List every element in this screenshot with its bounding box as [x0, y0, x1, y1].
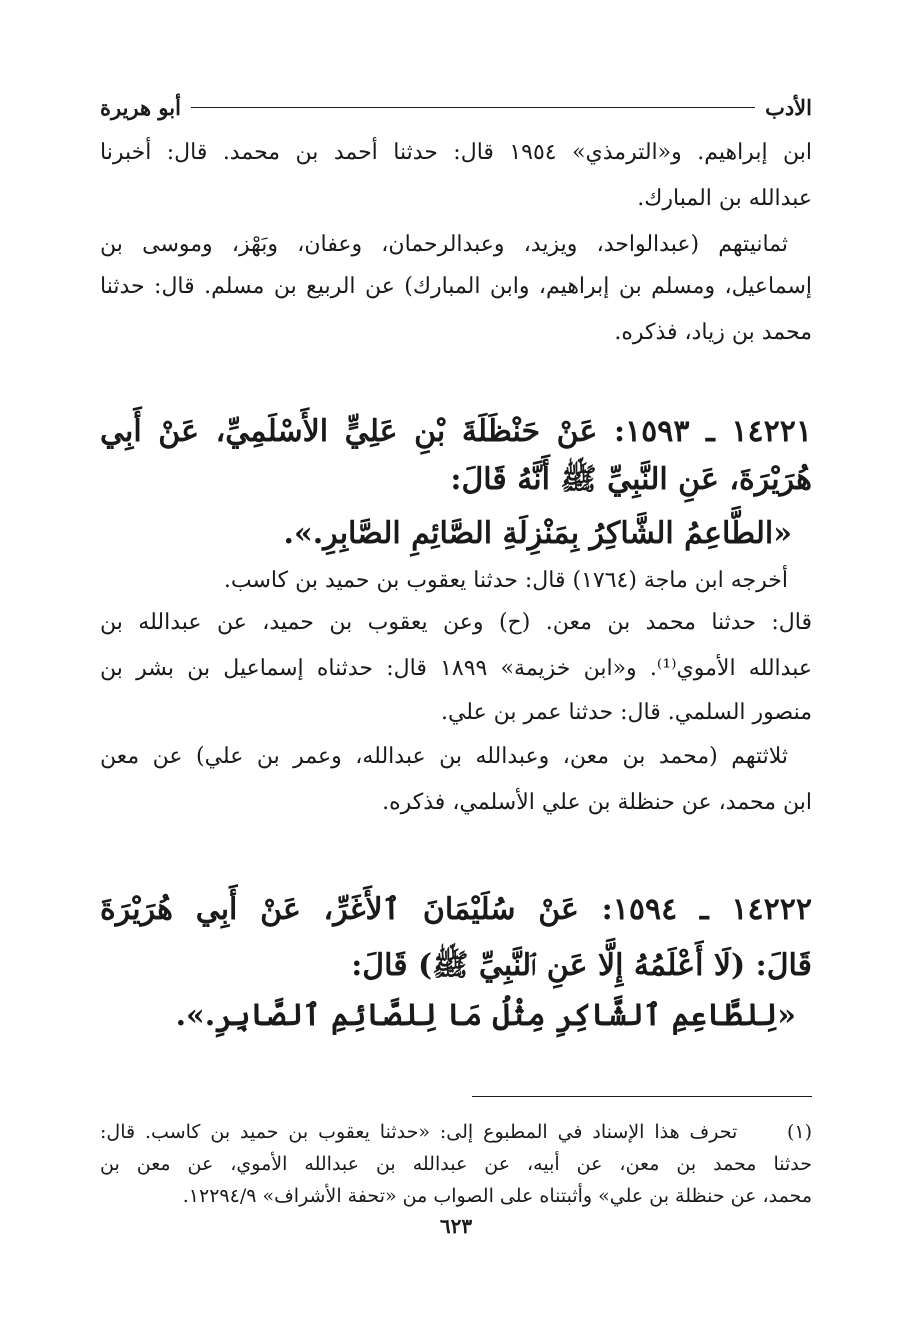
- text-line: ابن محمد، عن حنظلة بن علي الأسلمي، فذكره.: [382, 790, 812, 815]
- footnote-rule: [472, 1096, 812, 1097]
- footnote-text: تحرف هذا الإسناد في المطبوع إلى: «حدثنا يعقوب بن حميد بن كاسب. قال:: [100, 1121, 738, 1143]
- running-head: [100, 90, 812, 124]
- hadith-line: هُرَيْرَةَ، عَنِ النَّبِيِّ ﷺ أَنَّهُ قَالَ:: [450, 462, 812, 497]
- hadith-text: «الطَّاعِمُ الشَّاكِرُ بِمَنْزِلَةِ الصَّائِمِ الصَّابِرِ.».: [283, 516, 792, 551]
- text-line: عبدالله بن المبارك.: [637, 186, 812, 211]
- footnote-line: محمد، عن حنظلة بن علي» وأثبتناه على الصواب من «تحفة الأشراف» ١٢٢٩٤/٩.: [182, 1185, 812, 1207]
- hadith-text: «لِلطَّاعِمِ ٱلشَّاكِرِ مِثْلُ مَا لِلصَّائِمِ ٱلصَّابِرِ.».: [175, 998, 796, 1033]
- footnote-line: [100, 1118, 812, 1146]
- narrator-name: أبو هريرة: [100, 94, 181, 120]
- header-rule: [191, 107, 755, 108]
- page-number: ٦٢٣: [439, 1214, 473, 1238]
- section-title: الأدب: [765, 94, 812, 120]
- footnote-line: حدثنا محمد بن معن، عن أبيه، عن عبدالله بن عبدالله الأموي، عن معن بن: [100, 1153, 812, 1175]
- text-line: إسماعيل، ومسلم بن إبراهيم، وابن المبارك) عن الربيع بن مسلم. قال: حدثنا: [100, 274, 813, 299]
- text-line: منصور السلمي. قال: حدثنا عمر بن علي.: [440, 700, 812, 725]
- text-line: عبدالله الأموي⁽¹⁾. و«ابن خزيمة» ١٨٩٩ قال: حدثناه إسماعيل بن بشر بن: [100, 656, 812, 681]
- hadith-header: ١٤٢٢١ ـ ١٥٩٣: عَنْ حَنْظَلَةَ بْنِ عَلِيٍّ الأَسْلَمِيِّ، عَنْ أَبِي: [100, 414, 812, 449]
- text-line: محمد بن زياد، فذكره.: [614, 320, 812, 345]
- text-line: قال: حدثنا محمد بن معن. (ح) وعن يعقوب بن حميد، عن عبدالله بن: [100, 610, 812, 635]
- text-line: ثلاثتهم (محمد بن معن، وعبدالله بن عبدالله، وعمر بن علي) عن معن: [100, 744, 788, 769]
- text-line: أخرجه ابن ماجة (١٧٦٤) قال: حدثنا يعقوب بن حميد بن كاسب.: [223, 568, 788, 593]
- hadith-header: ١٤٢٢٢ ـ ١٥٩٤: عَنْ سُلَيْمَانَ ٱلأَغَرِّ، عَنْ أَبِي هُرَيْرَةَ: [100, 892, 812, 927]
- text-line: ثمانيتهم (عبدالواحد، ويزيد، وعبدالرحمان، وعفان، وبَهْز، وموسى بن: [100, 232, 788, 257]
- hadith-line: قَالَ: (لَا أَعْلَمُهُ إِلَّا عَنِ ٱلنَّبِيِّ ﷺ) قَالَ:: [351, 948, 812, 983]
- footnote-marker: (١): [786, 1121, 812, 1143]
- page: [100, 82, 812, 1262]
- text-line: ابن إبراهيم. و«الترمذي» ١٩٥٤ قال: حدثنا أحمد بن محمد. قال: أخبرنا: [100, 140, 812, 165]
